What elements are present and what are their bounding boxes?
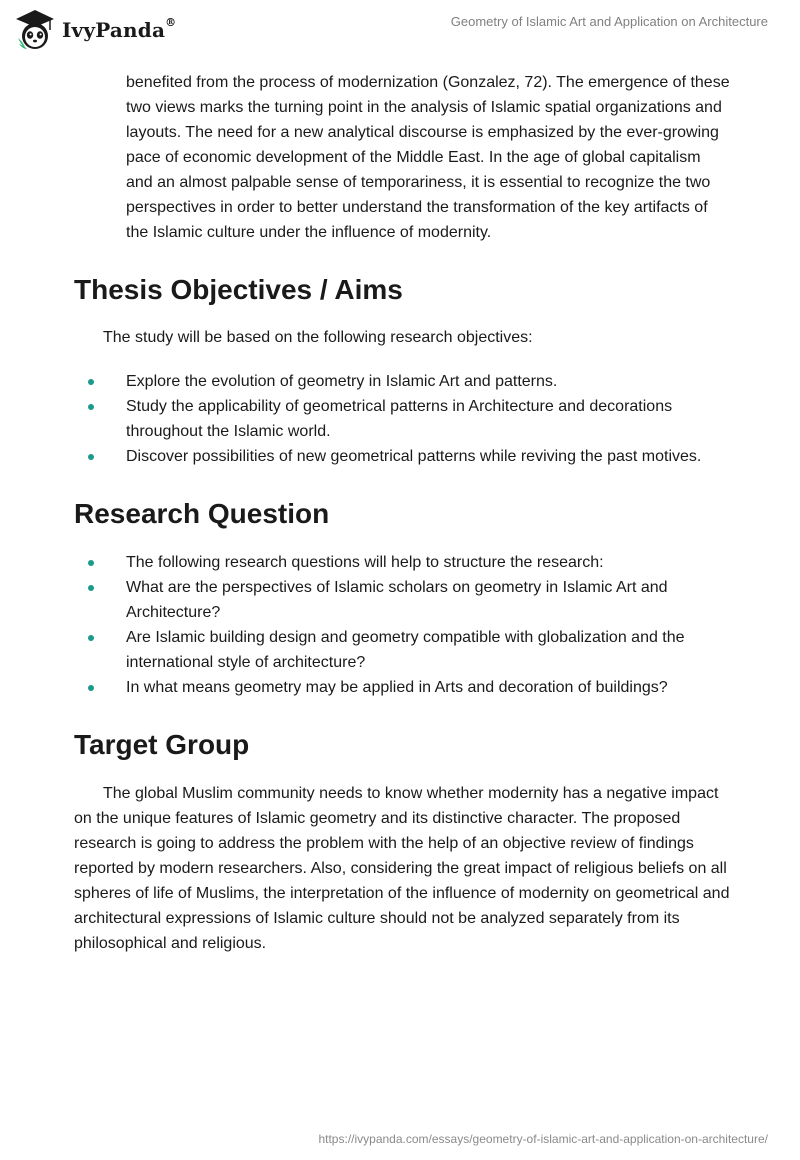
bullet-dot-icon <box>88 379 94 385</box>
list-item: In what means geometry may be applied in Arts and decoration of buildings? <box>74 675 730 700</box>
bullet-dot-icon <box>88 585 94 591</box>
brand-logo[interactable] <box>14 8 176 52</box>
panda-graduate-icon <box>14 8 56 52</box>
bullet-dot-icon <box>88 685 94 691</box>
target-group-paragraph: The global Muslim community needs to know whether modernity has a negative impact on the unique features of Islamic geometry and its distinctive character. The proposed research is going to address the problem with the help of an objective review of findings reported by modern researchers. Also, considering the great impact of religious beliefs on all spheres of life of Muslims, the interpretation of the influence of modernity on geometrical and architectural expressions of Islamic culture should not be analyzed separately from its philosophical and religious. <box>74 785 730 952</box>
source-url-link[interactable]: https://ivypanda.com/essays/geometry-of-islamic-art-and-application-on-architecture/ <box>318 1132 768 1146</box>
document-title: Geometry of Islamic Art and Application on Architecture <box>450 14 768 29</box>
section-heading-target-group: Target Group <box>74 729 250 760</box>
brand-name: IvyPanda® <box>62 16 177 42</box>
bullet-dot-icon <box>88 635 94 641</box>
intro-paragraph: benefited from the process of modernization (Gonzalez, 72). The emergence of these two views marks the turning point in the analysis of Islamic spatial organizations and layouts. The need for a new analytical discourse is emphasized by the ever-growing pace of economic development of the Middle East. In the age of global capitalism and an almost palpable sense of temporariness, it is essential to recognize the two perspectives in order to better understand the transformation of the key artifacts of the Islamic culture under the influence of modernity. <box>126 74 730 241</box>
bullet-dot-icon <box>88 404 94 410</box>
aims-intro: The study will be based on the following research objectives: <box>103 329 533 346</box>
list-item: Discover possibilities of new geometrical patterns while reviving the past motives. <box>74 444 730 469</box>
article-body <box>74 70 730 956</box>
aims-list <box>74 369 730 469</box>
bullet-dot-icon <box>88 560 94 566</box>
section-heading-aims: Thesis Objectives / Aims <box>74 274 403 305</box>
section-heading-research-question: Research Question <box>74 498 330 529</box>
list-item: The following research questions will help to structure the research: <box>74 550 730 575</box>
list-item: What are the perspectives of Islamic scholars on geometry in Islamic Art and Architecture? <box>74 575 730 625</box>
research-question-list <box>74 550 730 700</box>
list-item: Study the applicability of geometrical patterns in Architecture and decorations throughout the Islamic world. <box>74 394 730 444</box>
bullet-dot-icon <box>88 454 94 460</box>
list-item: Are Islamic building design and geometry compatible with globalization and the international style of architecture? <box>74 625 730 675</box>
page-header <box>0 0 800 62</box>
list-item: Explore the evolution of geometry in Islamic Art and patterns. <box>74 369 730 394</box>
